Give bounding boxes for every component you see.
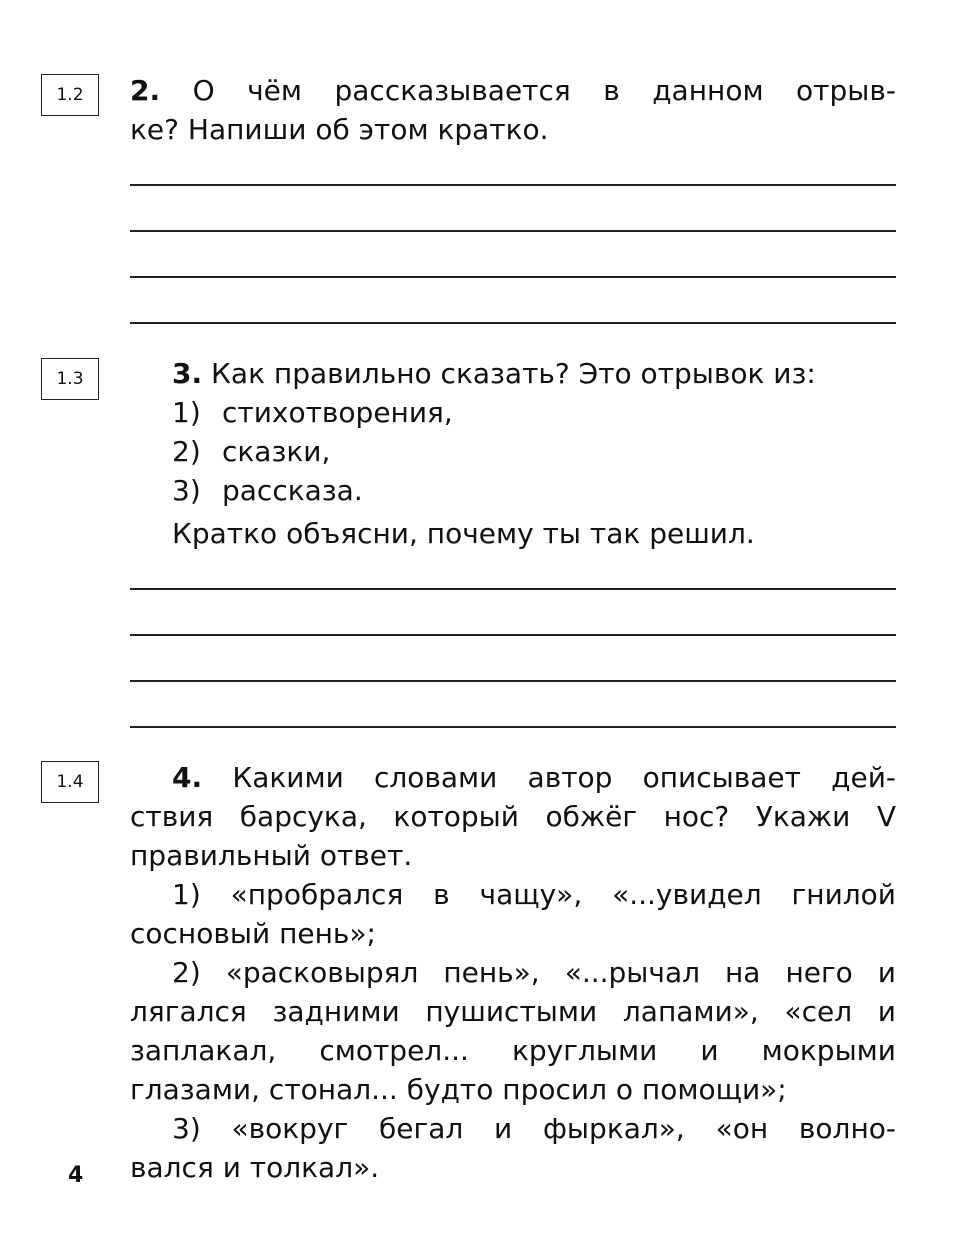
task-2-line-1: 2. О чём рассказывается в данном отрыв- bbox=[130, 74, 896, 107]
answer-line[interactable] bbox=[130, 726, 896, 728]
answer-option-2-line-1[interactable]: 2) «расковырял пень», «...рычал на него и bbox=[172, 956, 896, 989]
answer-line[interactable] bbox=[130, 680, 896, 682]
task-3-line-1: 3. Как правильно сказать? Это отрывок из: bbox=[172, 357, 816, 390]
option-item: 3) рассказа. bbox=[172, 474, 363, 507]
task-4-line-2: ствия барсука, который обжёг нос? Укажи V bbox=[130, 800, 896, 833]
task-code-box bbox=[41, 761, 99, 803]
answer-line[interactable] bbox=[130, 588, 896, 590]
task-code: 1.4 bbox=[56, 772, 84, 792]
task-code-box bbox=[41, 358, 99, 400]
answer-option-2-line-4[interactable]: глазами, стонал... будто просил о помощи»; bbox=[130, 1073, 787, 1106]
task-3-footer: Кратко объясни, почему ты так решил. bbox=[172, 517, 755, 550]
answer-option-3-line-1[interactable]: 3) «вокруг бегал и фыркал», «он волно- bbox=[172, 1112, 896, 1145]
task-4-line-1: 4. Какими словами автор описывает дей- bbox=[172, 761, 896, 794]
task-number: 4. bbox=[172, 761, 203, 794]
option-item: 2) сказки, bbox=[172, 435, 331, 468]
option-item: 1) стихотворения, bbox=[172, 396, 453, 429]
task-number: 3. bbox=[172, 357, 203, 390]
answer-option-2-line-3[interactable]: заплакал, смотрел... круглыми и мокрыми bbox=[130, 1034, 896, 1067]
task-2 bbox=[130, 71, 896, 149]
answer-option-1-line-2[interactable]: сосновый пень»; bbox=[130, 917, 376, 950]
answer-line[interactable] bbox=[130, 230, 896, 232]
answer-line[interactable] bbox=[130, 276, 896, 278]
task-code-box bbox=[41, 74, 99, 116]
task-3 bbox=[130, 354, 896, 553]
answer-option-2-line-2[interactable]: лягался задними пушистыми лапами», «сел и bbox=[130, 995, 896, 1028]
task-4-line-3: правильный ответ. bbox=[130, 839, 413, 872]
answer-line[interactable] bbox=[130, 322, 896, 324]
task-4 bbox=[130, 758, 896, 1187]
task-2-line-2: ке? Напиши об этом кратко. bbox=[130, 113, 549, 146]
answer-line[interactable] bbox=[130, 184, 896, 186]
task-code: 1.2 bbox=[56, 85, 84, 105]
answer-line[interactable] bbox=[130, 634, 896, 636]
page-number: 4 bbox=[68, 1163, 84, 1188]
task-number: 2. bbox=[130, 74, 161, 107]
answer-option-3-line-2[interactable]: вался и толкал». bbox=[130, 1151, 380, 1184]
task-code: 1.3 bbox=[56, 369, 84, 389]
answer-option-1-line-1[interactable]: 1) «пробрался в чащу», «...увидел гнилой bbox=[172, 878, 896, 911]
